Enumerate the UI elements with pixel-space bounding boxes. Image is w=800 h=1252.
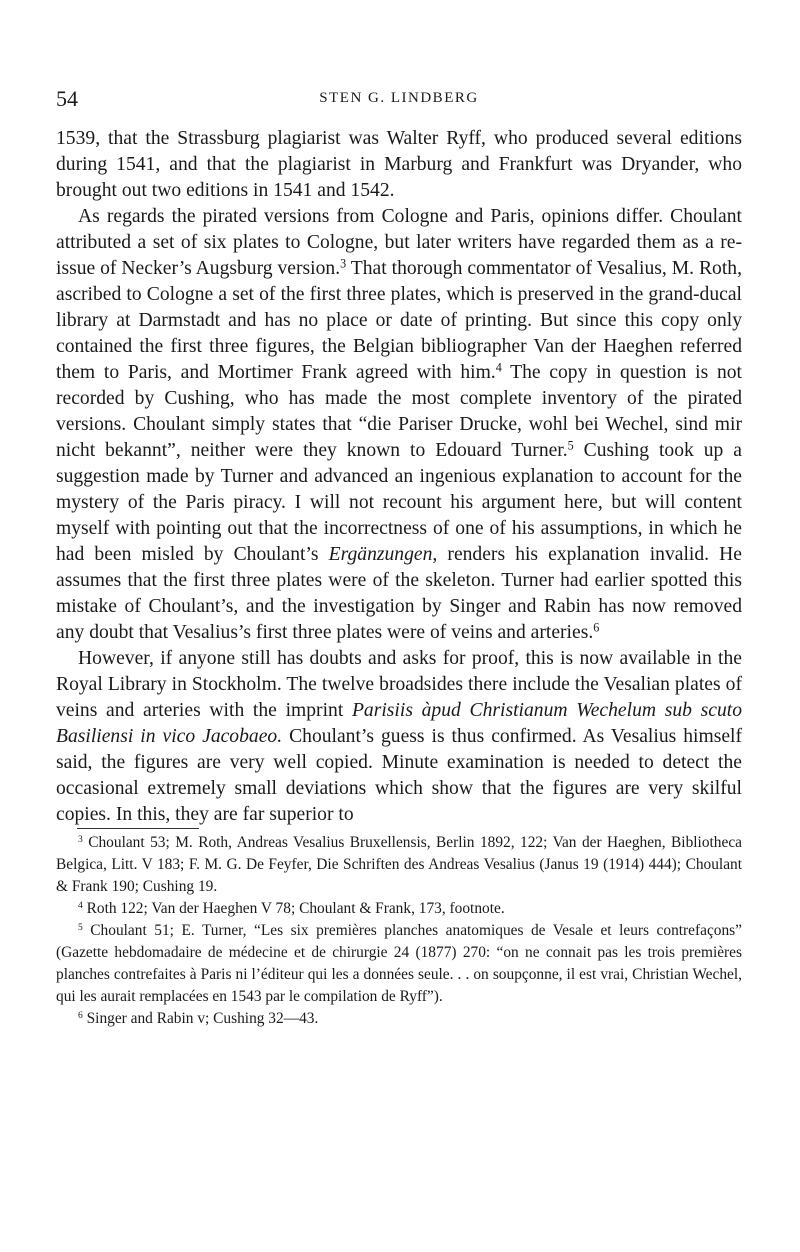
paragraph-1 <box>56 126 742 204</box>
paragraph-2-text-c: The copy in question is not recorded by Cushing, who has made the most complete inventory of the pirated versions. Choulant simply states that “die Pariser Drucke, wohl bei Wechel, sind mir nicht bekannt”, neither were they known to Edouard Turner. <box>56 362 742 461</box>
footnote-ref-5: 5 <box>567 438 574 453</box>
footnote-ref-3: 3 <box>340 256 347 271</box>
paragraph-3-text-c: Choulant’s guess is thus confirmed. As Vesalius himself said, the figures are very well copied. Minute examination is needed to detect the occasional extremely small deviations which show that the figures are very skilful copies. In this, they are far superior to <box>56 726 743 825</box>
footnote-text: Roth 122; Van der Haeghen V 78; Choulant & Frank, 173, footnote. <box>82 900 505 917</box>
footnote-ref-4: 4 <box>495 360 502 375</box>
italic-imprint: Parisiis àpud Christianum Wechelum sub scuto Basiliensi in vico Jacobaeo. <box>56 700 742 747</box>
footnote-4 <box>56 898 742 920</box>
paragraph-3-text-a: However, if anyone still has doubts and asks for proof, this is now available in the Royal Library in Stockholm. The twelve broadsides there include the Vesalian plates of veins and arteries with the imprint <box>56 648 742 721</box>
paragraph-2-text-b: That thorough commentator of Vesalius, M. Roth, ascribed to Cologne a set of the first three plates, which is preserved in the grand-ducal library at Darmstadt and has no place or date of printing. But since this copy only contained the first three figures, the Belgian bibliographer Van der Haeghen referred them to Paris, and Mortimer Frank agreed with him. <box>56 258 742 383</box>
footnote-text: Singer and Rabin v; Cushing 32—43. <box>82 1010 319 1027</box>
page-header <box>56 86 742 116</box>
paragraph-2-text-d: Cushing took up a suggestion made by Turner and advanced an ingenious explanation to account for the mystery of the Paris piracy. I will not recount his argument here, but will content myself with pointing out that the incorrectness of one of his assumptions, in which he had been misled by Choulant’s <box>56 440 742 565</box>
footnote-number: 3 <box>78 833 83 845</box>
body-text <box>56 126 742 828</box>
paragraph-2 <box>56 204 742 646</box>
paragraph-1-text: 1539, that the Strassburg plagiarist was Walter Ryff, who produced several editions during 1541, and that the plagiarist in Marburg and Frankfurt was Dryander, who brought out two editions in 1541 and 1542. <box>56 128 742 201</box>
running-head: STEN G. LINDBERG <box>319 90 479 106</box>
footnote-number: 4 <box>78 899 83 911</box>
footnote-number: 5 <box>78 921 83 933</box>
footnote-text: Choulant 53; M. Roth, Andreas Vesalius Bruxellensis, Berlin 1892, 122; Van der Haeghen, Bibliotheca Belgica, Litt. V 183; F. M. G. De Feyfer, Die Schriften des Andreas Vesalius (Janus 19 (1914) 444); Choulant & Frank 190; Cushing 19. <box>56 834 742 895</box>
footnote-text: Choulant 51; E. Turner, “Les six premières planches anatomiques de Vesale et leurs contrefaçons” (Gazette hebdomadaire de médecine et de chirurgie 24 (1877) 270: “on ne connait pas les trois premières planches contrefaites à Paris ni l’éditeur qui les a données seule. . . on soupçonne, il est vrai, Christian Wechel, qui les aurait remplacées en 1543 par le compilation de Ryff”). <box>56 922 742 1005</box>
page-number: 54 <box>56 86 78 111</box>
italic-title-erganzungen: Ergänzungen, <box>328 544 438 565</box>
paragraph-2-text-a: As regards the pirated versions from Cologne and Paris, opinions differ. Choulant attributed a set of six plates to Cologne, but later writers have regarded them as a re-issue of Necker’s Augsburg version. <box>56 206 742 279</box>
footnote-divider <box>77 828 199 829</box>
footnote-5 <box>56 920 742 1008</box>
footnote-number: 6 <box>78 1009 83 1021</box>
footnote-ref-6: 6 <box>593 620 600 635</box>
footnote-3 <box>56 832 742 898</box>
paragraph-2-text-f: renders his explanation invalid. He assumes that the first three plates were of the skeleton. Turner had earlier spotted this mistake of Choulant’s, and the investigation by Singer and Rabin has now removed any doubt that Vesalius’s first three plates were of veins and arteries. <box>56 544 742 643</box>
footnotes <box>56 832 742 1030</box>
footnote-6 <box>56 1008 742 1030</box>
paragraph-3 <box>56 646 742 828</box>
